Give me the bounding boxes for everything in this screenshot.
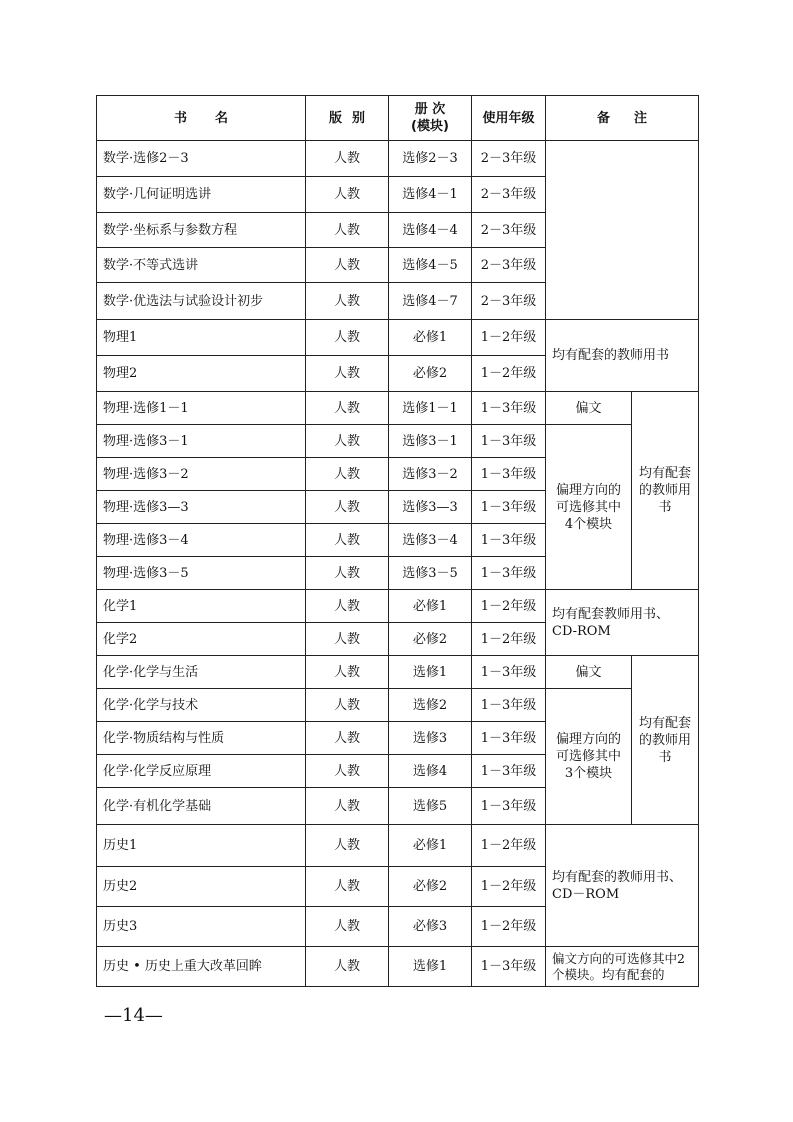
table-row: [97, 590, 699, 623]
cell-grade: 1－2年级: [472, 907, 546, 947]
cell-name: 化学1: [97, 590, 306, 623]
cell-version: 人教: [306, 590, 389, 623]
cell-volume: 选修1－1: [389, 392, 472, 425]
cell-name: 数学·优选法与试验设计初步: [97, 283, 306, 320]
header-version: 版别: [306, 96, 389, 141]
cell-note-chemistry-science: 偏理方向的可选修其中3个模块: [546, 689, 632, 825]
cell-grade: 1－3年级: [472, 947, 546, 987]
header-title: 书名: [97, 96, 306, 141]
cell-name: 数学·选修2－3: [97, 141, 306, 177]
cell-name: 数学·不等式选讲: [97, 248, 306, 283]
cell-grade: 1－2年级: [472, 825, 546, 867]
cell-note-chemistry-compulsory: 均有配套教师用书、CD-ROM: [546, 590, 699, 656]
cell-volume: 选修1: [389, 947, 472, 987]
cell-grade: 1－2年级: [472, 867, 546, 907]
cell-grade: 1－3年级: [472, 656, 546, 689]
cell-version: 人教: [306, 524, 389, 557]
textbook-table: [96, 95, 699, 987]
cell-note-physics-teacher: 均有配套的教师用书: [632, 392, 699, 590]
cell-grade: 2－3年级: [472, 141, 546, 177]
header-grade: 使用年级: [472, 96, 546, 141]
cell-volume: 选修5: [389, 788, 472, 825]
cell-volume: 选修2: [389, 689, 472, 722]
cell-grade: 1－3年级: [472, 425, 546, 458]
cell-grade: 1－3年级: [472, 491, 546, 524]
cell-version: 人教: [306, 458, 389, 491]
cell-version: 人教: [306, 248, 389, 283]
cell-volume: 必修1: [389, 320, 472, 356]
cell-name: 物理1: [97, 320, 306, 356]
cell-version: 人教: [306, 623, 389, 656]
cell-version: 人教: [306, 557, 389, 590]
cell-note-physics-compulsory: 均有配套的教师用书: [546, 320, 699, 392]
cell-volume: 选修3－4: [389, 524, 472, 557]
cell-version: 人教: [306, 356, 389, 392]
cell-volume: 必修2: [389, 356, 472, 392]
cell-grade: 1－3年级: [472, 689, 546, 722]
page-number: —14—: [104, 1005, 163, 1026]
cell-version: 人教: [306, 177, 389, 213]
cell-version: 人教: [306, 213, 389, 248]
cell-version: 人教: [306, 825, 389, 867]
cell-grade: 1－3年级: [472, 557, 546, 590]
cell-volume: 必修2: [389, 867, 472, 907]
cell-volume: 选修1: [389, 656, 472, 689]
cell-grade: 2－3年级: [472, 177, 546, 213]
table-row: [97, 825, 699, 867]
table-row: [97, 947, 699, 987]
cell-grade: 1－2年级: [472, 356, 546, 392]
cell-name: 物理·选修3－2: [97, 458, 306, 491]
cell-version: 人教: [306, 755, 389, 788]
cell-note-physics-arts: 偏文: [546, 392, 632, 425]
cell-volume: 必修2: [389, 623, 472, 656]
cell-name: 数学·坐标系与参数方程: [97, 213, 306, 248]
cell-note-physics-science: 偏理方向的可选修其中4个模块: [546, 425, 632, 590]
cell-note-history-elective: 偏文方向的可选修其中2个模块。均有配套的: [546, 947, 699, 987]
cell-name: 物理·选修3—3: [97, 491, 306, 524]
cell-name: 化学·物质结构与性质: [97, 722, 306, 755]
cell-name: 化学·化学与技术: [97, 689, 306, 722]
cell-version: 人教: [306, 425, 389, 458]
cell-name: 物理·选修1－1: [97, 392, 306, 425]
cell-volume: 选修4－7: [389, 283, 472, 320]
cell-version: 人教: [306, 947, 389, 987]
cell-grade: 2－3年级: [472, 283, 546, 320]
cell-note-math: [546, 141, 699, 320]
cell-grade: 1－2年级: [472, 623, 546, 656]
cell-version: 人教: [306, 141, 389, 177]
cell-version: 人教: [306, 320, 389, 356]
cell-name: 历史2: [97, 867, 306, 907]
cell-version: 人教: [306, 722, 389, 755]
cell-volume: 选修2－3: [389, 141, 472, 177]
cell-version: 人教: [306, 867, 389, 907]
table-row: [97, 392, 699, 425]
cell-volume: 选修3: [389, 722, 472, 755]
cell-volume: 选修4: [389, 755, 472, 788]
cell-version: 人教: [306, 689, 389, 722]
table-row: [97, 425, 699, 458]
cell-volume: 选修3－1: [389, 425, 472, 458]
header-volume: 册 次 (模块): [389, 96, 472, 141]
cell-name: 化学·化学反应原理: [97, 755, 306, 788]
cell-grade: 2－3年级: [472, 213, 546, 248]
cell-note-history-compulsory: 均有配套的教师用书、CD－ROM: [546, 825, 699, 947]
table-row: [97, 320, 699, 356]
header-note: 备注: [546, 96, 699, 141]
cell-volume: 选修4－4: [389, 213, 472, 248]
cell-grade: 1－3年级: [472, 755, 546, 788]
table-row: [97, 141, 699, 177]
cell-version: 人教: [306, 491, 389, 524]
table-row: [97, 689, 699, 722]
cell-name: 历史 • 历史上重大改革回眸: [97, 947, 306, 987]
cell-grade: 1－3年级: [472, 458, 546, 491]
cell-name: 化学·有机化学基础: [97, 788, 306, 825]
cell-version: 人教: [306, 907, 389, 947]
cell-name: 化学·化学与生活: [97, 656, 306, 689]
cell-volume: 必修1: [389, 825, 472, 867]
cell-grade: 1－3年级: [472, 524, 546, 557]
cell-volume: 必修3: [389, 907, 472, 947]
cell-grade: 1－3年级: [472, 788, 546, 825]
cell-volume: 选修3—3: [389, 491, 472, 524]
cell-volume: 选修3－5: [389, 557, 472, 590]
cell-volume: 选修4－5: [389, 248, 472, 283]
cell-grade: 1－3年级: [472, 722, 546, 755]
cell-volume: 选修3－2: [389, 458, 472, 491]
cell-note-chemistry-teacher: 均有配套的教师用书: [632, 656, 699, 825]
cell-version: 人教: [306, 283, 389, 320]
cell-name: 数学·几何证明选讲: [97, 177, 306, 213]
cell-name: 物理·选修3－1: [97, 425, 306, 458]
cell-grade: 1－3年级: [472, 392, 546, 425]
table-header-row: [97, 96, 699, 141]
cell-name: 化学2: [97, 623, 306, 656]
cell-version: 人教: [306, 656, 389, 689]
cell-version: 人教: [306, 392, 389, 425]
cell-name: 历史1: [97, 825, 306, 867]
table-row: [97, 656, 699, 689]
cell-version: 人教: [306, 788, 389, 825]
cell-name: 物理2: [97, 356, 306, 392]
cell-name: 物理·选修3－5: [97, 557, 306, 590]
cell-name: 历史3: [97, 907, 306, 947]
cell-grade: 1－2年级: [472, 320, 546, 356]
cell-name: 物理·选修3－4: [97, 524, 306, 557]
cell-note-chemistry-arts: 偏文: [546, 656, 632, 689]
cell-grade: 2－3年级: [472, 248, 546, 283]
cell-grade: 1－2年级: [472, 590, 546, 623]
cell-volume: 选修4－1: [389, 177, 472, 213]
cell-volume: 必修1: [389, 590, 472, 623]
